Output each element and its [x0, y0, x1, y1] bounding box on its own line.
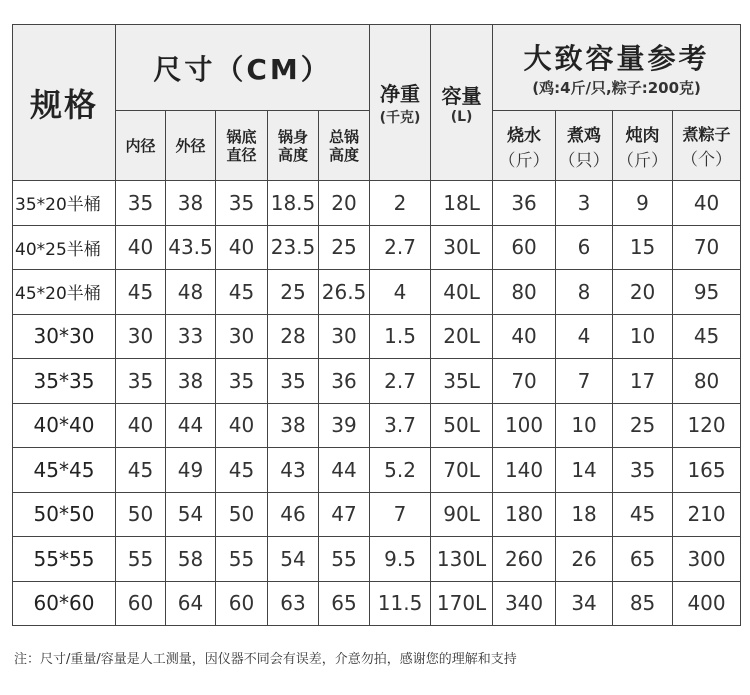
- value-cell: 36: [493, 181, 556, 226]
- spec-cell: 45*45: [13, 448, 116, 493]
- value-cell: 14: [556, 448, 613, 493]
- value-cell: 44: [166, 403, 216, 448]
- value-cell: 38: [166, 181, 216, 226]
- value-cell: 48: [166, 270, 216, 315]
- value-cell: 6: [556, 225, 613, 270]
- value-cell: 38: [166, 359, 216, 404]
- value-cell: 18L: [431, 181, 493, 226]
- value-cell: 18: [556, 492, 613, 537]
- value-cell: 90L: [431, 492, 493, 537]
- value-cell: 5.2: [370, 448, 431, 493]
- reference-col-header: 炖肉 （斤）: [613, 111, 673, 181]
- value-cell: 4: [370, 270, 431, 315]
- reference-header: [493, 25, 741, 111]
- value-cell: 39: [319, 403, 370, 448]
- value-cell: 70L: [431, 448, 493, 493]
- value-cell: 25: [613, 403, 673, 448]
- value-cell: 40: [116, 403, 166, 448]
- value-cell: 35: [613, 448, 673, 493]
- value-cell: 45: [673, 314, 741, 359]
- value-cell: 7: [556, 359, 613, 404]
- value-cell: 340: [493, 581, 556, 626]
- value-cell: 170L: [431, 581, 493, 626]
- spec-cell: 60*60: [13, 581, 116, 626]
- weight-header: [370, 25, 431, 181]
- size-col-header: 内径: [116, 111, 166, 181]
- value-cell: 34: [556, 581, 613, 626]
- value-cell: 26: [556, 537, 613, 582]
- value-cell: 35: [268, 359, 319, 404]
- value-cell: 55: [116, 537, 166, 582]
- value-cell: 100: [493, 403, 556, 448]
- value-cell: 45: [116, 448, 166, 493]
- table-row: [13, 359, 741, 404]
- value-cell: 45: [613, 492, 673, 537]
- table-row: [13, 225, 741, 270]
- value-cell: 40: [673, 181, 741, 226]
- value-cell: 10: [556, 403, 613, 448]
- value-cell: 2.7: [370, 359, 431, 404]
- size-col-header: 锅底 直径: [216, 111, 268, 181]
- value-cell: 300: [673, 537, 741, 582]
- value-cell: 44: [319, 448, 370, 493]
- value-cell: 54: [268, 537, 319, 582]
- value-cell: 60: [216, 581, 268, 626]
- value-cell: 130L: [431, 537, 493, 582]
- value-cell: 36: [319, 359, 370, 404]
- value-cell: 46: [268, 492, 319, 537]
- value-cell: 20: [613, 270, 673, 315]
- table-row: [13, 537, 741, 582]
- capacity-label: 容量: [441, 84, 482, 108]
- value-cell: 30: [319, 314, 370, 359]
- value-cell: 23.5: [268, 225, 319, 270]
- spec-cell: 50*50: [13, 492, 116, 537]
- value-cell: 63: [268, 581, 319, 626]
- size-col-header: 锅身 高度: [268, 111, 319, 181]
- spec-cell: 45*20半桶: [13, 270, 116, 315]
- value-cell: 28: [268, 314, 319, 359]
- value-cell: 64: [166, 581, 216, 626]
- value-cell: 95: [673, 270, 741, 315]
- value-cell: 15: [613, 225, 673, 270]
- table-row: [13, 448, 741, 493]
- value-cell: 40L: [431, 270, 493, 315]
- value-cell: 180: [493, 492, 556, 537]
- reference-subtitle: (鸡:4斤/只,粽子:200克): [532, 79, 701, 97]
- value-cell: 3.7: [370, 403, 431, 448]
- value-cell: 210: [673, 492, 741, 537]
- value-cell: 43: [268, 448, 319, 493]
- value-cell: 60: [116, 581, 166, 626]
- value-cell: 400: [673, 581, 741, 626]
- spec-cell: 40*40: [13, 403, 116, 448]
- value-cell: 1.5: [370, 314, 431, 359]
- weight-unit: (千克): [379, 110, 421, 126]
- value-cell: 7: [370, 492, 431, 537]
- weight-label: 净重: [380, 82, 421, 106]
- value-cell: 85: [613, 581, 673, 626]
- spec-cell: 55*55: [13, 537, 116, 582]
- value-cell: 80: [493, 270, 556, 315]
- value-cell: 17: [613, 359, 673, 404]
- value-cell: 40: [216, 225, 268, 270]
- value-cell: 2.7: [370, 225, 431, 270]
- value-cell: 11.5: [370, 581, 431, 626]
- table-row: [13, 492, 741, 537]
- value-cell: 70: [673, 225, 741, 270]
- value-cell: 35: [216, 359, 268, 404]
- value-cell: 260: [493, 537, 556, 582]
- value-cell: 60: [493, 225, 556, 270]
- value-cell: 47: [319, 492, 370, 537]
- size-table-container: [12, 24, 740, 632]
- value-cell: 65: [613, 537, 673, 582]
- value-cell: 165: [673, 448, 741, 493]
- value-cell: 40: [216, 403, 268, 448]
- value-cell: 50: [116, 492, 166, 537]
- value-cell: 35: [116, 359, 166, 404]
- table-row: [13, 314, 741, 359]
- table-row: [13, 270, 741, 315]
- value-cell: 120: [673, 403, 741, 448]
- value-cell: 3: [556, 181, 613, 226]
- value-cell: 50: [216, 492, 268, 537]
- capacity-unit: (L): [450, 109, 473, 125]
- spec-cell: 35*35: [13, 359, 116, 404]
- value-cell: 35L: [431, 359, 493, 404]
- capacity-header: [431, 25, 493, 181]
- reference-col-header: 煮粽子 （个）: [673, 111, 741, 181]
- value-cell: 18.5: [268, 181, 319, 226]
- value-cell: 30L: [431, 225, 493, 270]
- value-cell: 55: [319, 537, 370, 582]
- value-cell: 10: [613, 314, 673, 359]
- value-cell: 45: [216, 448, 268, 493]
- value-cell: 30: [116, 314, 166, 359]
- value-cell: 9.5: [370, 537, 431, 582]
- reference-col-header: 烧水 （斤）: [493, 111, 556, 181]
- value-cell: 50L: [431, 403, 493, 448]
- spec-cell: 40*25半桶: [13, 225, 116, 270]
- value-cell: 38: [268, 403, 319, 448]
- value-cell: 54: [166, 492, 216, 537]
- value-cell: 26.5: [319, 270, 370, 315]
- size-col-header: 外径: [166, 111, 216, 181]
- value-cell: 58: [166, 537, 216, 582]
- value-cell: 65: [319, 581, 370, 626]
- table-row: [13, 581, 741, 626]
- value-cell: 55: [216, 537, 268, 582]
- table-row: [13, 403, 741, 448]
- spec-header: 规格: [13, 25, 116, 181]
- spec-cell: 30*30: [13, 314, 116, 359]
- value-cell: 20: [319, 181, 370, 226]
- value-cell: 40: [493, 314, 556, 359]
- table-body: [13, 181, 741, 626]
- value-cell: 20L: [431, 314, 493, 359]
- value-cell: 45: [116, 270, 166, 315]
- reference-col-header: 煮鸡 （只）: [556, 111, 613, 181]
- value-cell: 35: [116, 181, 166, 226]
- value-cell: 140: [493, 448, 556, 493]
- value-cell: 33: [166, 314, 216, 359]
- value-cell: 25: [268, 270, 319, 315]
- value-cell: 70: [493, 359, 556, 404]
- table-row: [13, 181, 741, 226]
- value-cell: 4: [556, 314, 613, 359]
- value-cell: 30: [216, 314, 268, 359]
- value-cell: 80: [673, 359, 741, 404]
- footnote: 注：尺寸/重量/容量是人工测量，因仪器不同会有误差，介意勿拍，感谢您的理解和支持: [14, 652, 517, 667]
- size-group-header: 尺寸（CM）: [116, 25, 370, 111]
- value-cell: 40: [116, 225, 166, 270]
- reference-title: 大致容量参考: [523, 42, 710, 75]
- value-cell: 49: [166, 448, 216, 493]
- value-cell: 45: [216, 270, 268, 315]
- value-cell: 43.5: [166, 225, 216, 270]
- size-col-header: 总锅 高度: [319, 111, 370, 181]
- size-spec-table: [12, 24, 741, 626]
- spec-cell: 35*20半桶: [13, 181, 116, 226]
- value-cell: 2: [370, 181, 431, 226]
- value-cell: 9: [613, 181, 673, 226]
- value-cell: 8: [556, 270, 613, 315]
- value-cell: 25: [319, 225, 370, 270]
- value-cell: 35: [216, 181, 268, 226]
